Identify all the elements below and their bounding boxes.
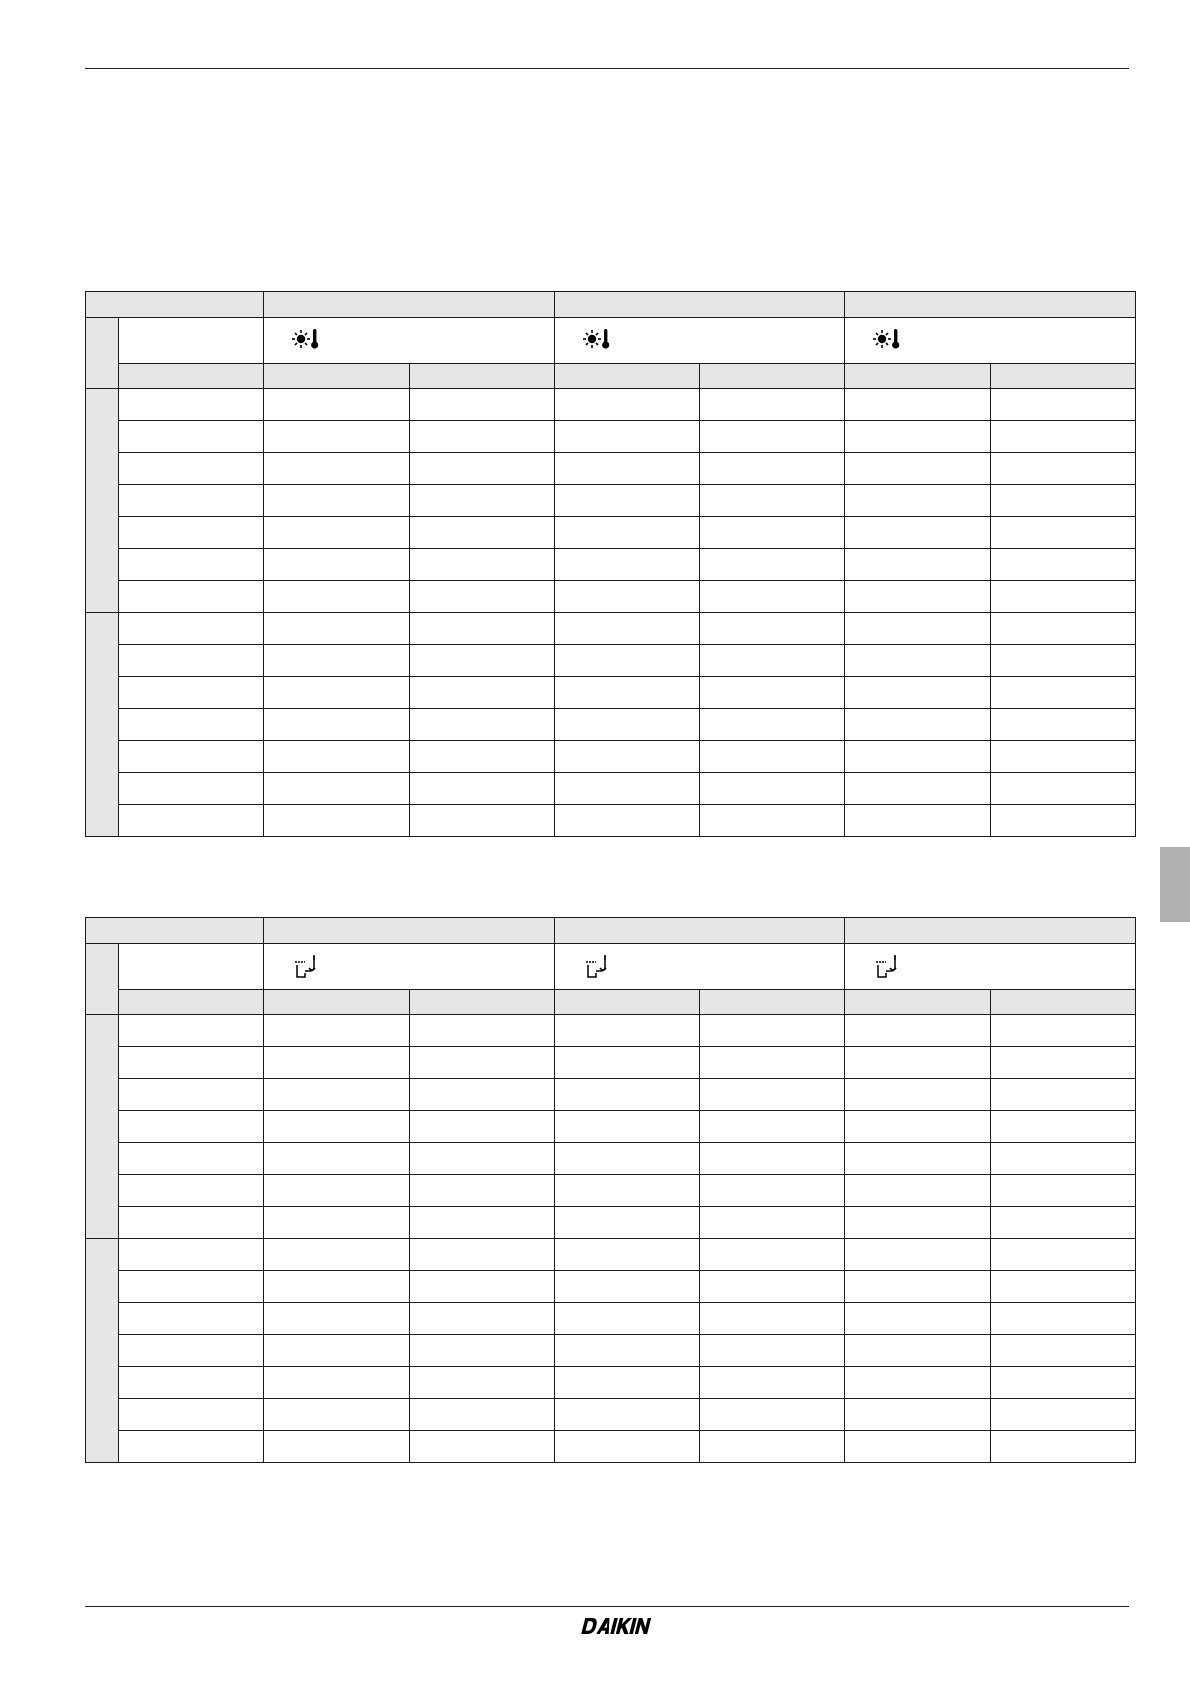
corner-side-cell <box>86 318 119 389</box>
group-header-3 <box>845 918 1136 944</box>
subheader-cell <box>700 364 845 389</box>
tap-water-icon <box>583 954 611 980</box>
row-label-cell <box>119 1207 264 1239</box>
group-icon-cell-1 <box>264 944 555 990</box>
row-label-cell <box>119 1271 264 1303</box>
sun-thermometer-icon <box>292 328 320 350</box>
row-label-cell <box>119 613 264 645</box>
table-row <box>86 581 1136 613</box>
corner-header-cell <box>86 918 264 944</box>
table-row <box>86 1143 1136 1175</box>
tap-water-icon <box>292 954 320 980</box>
subheader-cell <box>264 364 409 389</box>
group-icon-cell-1 <box>264 318 555 364</box>
table-row <box>86 485 1136 517</box>
row-label-cell <box>119 1431 264 1463</box>
heating-table <box>85 291 1136 837</box>
table-row <box>86 1175 1136 1207</box>
domestic-hot-water-table <box>85 917 1136 1463</box>
table-row <box>86 645 1136 677</box>
group-header-3 <box>845 292 1136 318</box>
table-row <box>86 1079 1136 1111</box>
row-label-cell <box>119 389 264 421</box>
row-label-cell <box>119 453 264 485</box>
table-row <box>86 1111 1136 1143</box>
group-icon-cell-2 <box>554 944 845 990</box>
heating-rows-group-2 <box>86 613 1136 837</box>
table-row <box>86 453 1136 485</box>
row-label-cell <box>119 485 264 517</box>
row-label-cell <box>119 677 264 709</box>
dhw-rows-group-1 <box>86 1015 1136 1239</box>
table-row <box>86 549 1136 581</box>
table-row <box>86 741 1136 773</box>
group-header-2 <box>554 292 845 318</box>
sun-thermometer-icon <box>583 328 611 350</box>
group-header-2 <box>554 918 845 944</box>
corner-header-cell <box>86 292 264 318</box>
subheader-cell <box>990 990 1135 1015</box>
group-icon-cell-3 <box>845 944 1136 990</box>
corner-side-cell <box>86 944 119 1015</box>
label-cell <box>119 318 264 364</box>
table-row <box>86 1367 1136 1399</box>
row-label-cell <box>119 1303 264 1335</box>
section-tab <box>1160 847 1190 922</box>
subheader-cell <box>990 364 1135 389</box>
table-row <box>86 1431 1136 1463</box>
group-icon-cell-2 <box>554 318 845 364</box>
table-row <box>86 1207 1136 1239</box>
sun-thermometer-icon <box>873 328 901 350</box>
subheader-cell <box>554 990 699 1015</box>
group-icon-cell-3 <box>845 318 1136 364</box>
table-row <box>86 773 1136 805</box>
subheader-cell <box>119 990 264 1015</box>
header-rule <box>85 68 1129 69</box>
subheader-cell <box>845 990 990 1015</box>
table-row <box>86 613 1136 645</box>
tap-water-icon <box>873 954 901 980</box>
row-label-cell <box>119 645 264 677</box>
heating-rows-group-1 <box>86 389 1136 613</box>
table-row <box>86 677 1136 709</box>
subheader-cell <box>845 364 990 389</box>
row-label-cell <box>119 1335 264 1367</box>
dhw-rows-group-2 <box>86 1239 1136 1463</box>
label-cell <box>119 944 264 990</box>
row-label-cell <box>119 1399 264 1431</box>
row-group-label-1 <box>86 1015 119 1239</box>
row-group-label-2 <box>86 613 119 837</box>
table-row <box>86 1047 1136 1079</box>
row-label-cell <box>119 549 264 581</box>
subheader-cell <box>409 990 554 1015</box>
table-row <box>86 1015 1136 1047</box>
subheader-cell <box>409 364 554 389</box>
row-label-cell <box>119 1079 264 1111</box>
row-label-cell <box>119 1367 264 1399</box>
row-group-label-2 <box>86 1239 119 1463</box>
table-row <box>86 1399 1136 1431</box>
row-label-cell <box>119 1047 264 1079</box>
row-label-cell <box>119 1015 264 1047</box>
row-group-label-1 <box>86 389 119 613</box>
table-row <box>86 1239 1136 1271</box>
row-label-cell <box>119 741 264 773</box>
row-label-cell <box>119 1111 264 1143</box>
table-row <box>86 1271 1136 1303</box>
row-label-cell <box>119 517 264 549</box>
row-label-cell <box>119 805 264 837</box>
row-label-cell <box>119 1239 264 1271</box>
row-label-cell <box>119 773 264 805</box>
row-label-cell <box>119 581 264 613</box>
row-label-cell <box>119 1143 264 1175</box>
table-row <box>86 1303 1136 1335</box>
row-label-cell <box>119 709 264 741</box>
footer-rule <box>85 1606 1129 1607</box>
row-label-cell <box>119 421 264 453</box>
table-row <box>86 709 1136 741</box>
table-row <box>86 389 1136 421</box>
row-label-cell <box>119 1175 264 1207</box>
subheader-cell <box>119 364 264 389</box>
subheader-cell <box>700 990 845 1015</box>
subheader-cell <box>554 364 699 389</box>
daikin-logo <box>580 1615 656 1637</box>
table-row <box>86 1335 1136 1367</box>
table-row <box>86 805 1136 837</box>
table-row <box>86 421 1136 453</box>
group-header-1 <box>264 292 555 318</box>
subheader-cell <box>264 990 409 1015</box>
group-header-1 <box>264 918 555 944</box>
table-row <box>86 517 1136 549</box>
